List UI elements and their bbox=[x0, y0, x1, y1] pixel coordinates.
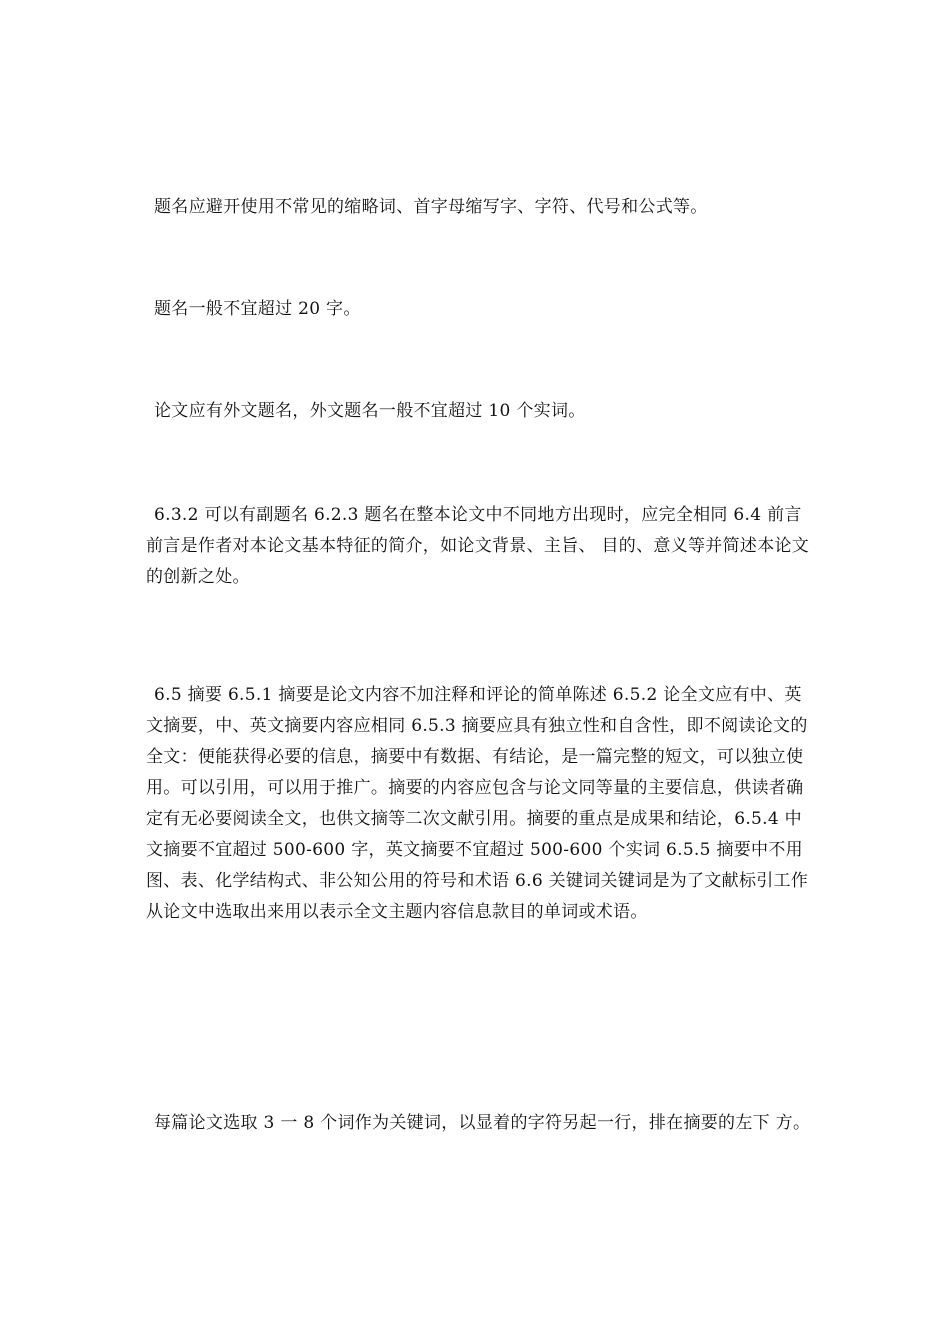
paragraph-keywords: 每篇论文选取 3 一 8 个词作为关键词，以显着的字符另起一行，排在摘要的左下 方。 bbox=[154, 1113, 811, 1133]
paragraph-foreign-title: 论文应有外文题名，外文题名一般不宜超过 10 个实词。 bbox=[154, 401, 586, 421]
paragraph-subtitle-preface: 6.3.2 可以有副题名 6.2.3 题名在整本论文中不同地方出现时，应完全相同 6.4 前言前言是作者对本论文基本特征的简介，如论文背景、主旨、 目的、意义等并简述本论文的创新之处。 bbox=[146, 505, 810, 587]
paragraph-abstract-rules: 6.5 摘要 6.5.1 摘要是论文内容不加注释和评论的简单陈述 6.5.2 论全文应有中、英文摘要，中、英文摘要内容应相同 6.5.3 摘要应具有独立性和自含性，即不阅读论文的全文：便能获得必要的信息，摘要中有数据、有结论，是一篇完整的短文，可以独立使用。可以引用，可以用于推广。摘要的内容应包含与论文同等量的主要信息，供读者确定有无必要阅读全文，也供文摘等二次文献引用。摘要的重点是成果和结论，6.5.4 中文摘要不宜超过 500-600 字，英文摘要不宜超过 500-600 个实词 6.5.5 摘要中不用图、表、化学结构式、非公知公用的符号和术语 6.6 关键词关键词是为了文献标引工作从论文中选取出来用以表示全文主题内容信息款目的单词或术语。 bbox=[146, 685, 809, 922]
paragraph-title-length: 题名一般不宜超过 20 字。 bbox=[154, 299, 361, 319]
paragraph-title-abbreviations: 题名应避开使用不常见的缩略词、首字母缩写字、字符、代号和公式等。 bbox=[154, 197, 708, 217]
